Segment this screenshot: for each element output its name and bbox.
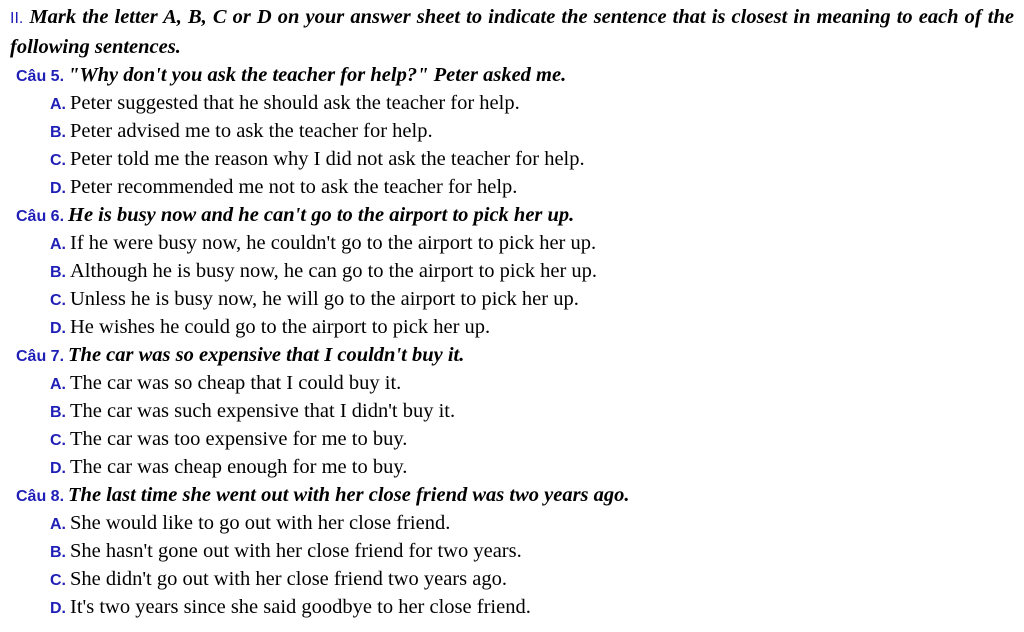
option-letter: B. — [50, 264, 66, 281]
option-letter: C. — [50, 572, 66, 589]
option-text: It's two years since she said goodbye to her close friend. — [70, 596, 531, 618]
option-text: The car was such expensive that I didn't buy it. — [70, 400, 456, 422]
answer-option[interactable] — [10, 229, 1014, 257]
option-letter: D. — [50, 460, 66, 477]
option-text: She hasn't gone out with her close friend for two years. — [70, 540, 522, 562]
question-label: Câu 5. — [16, 68, 65, 85]
question-stem: The car was so expensive that I couldn't buy it. — [68, 344, 465, 366]
question-stem: "Why don't you ask the teacher for help?" Peter asked me. — [68, 64, 567, 86]
answer-option[interactable] — [10, 117, 1014, 145]
exercise-section — [10, 3, 1014, 621]
option-text: She didn't go out with her close friend two years ago. — [70, 568, 507, 590]
option-text: Peter told me the reason why I did not ask the teacher for help. — [70, 148, 585, 170]
option-letter: D. — [50, 180, 66, 197]
option-letter: B. — [50, 544, 66, 561]
option-text: Unless he is busy now, he will go to the airport to pick her up. — [70, 288, 579, 310]
option-text: Peter suggested that he should ask the teacher for help. — [70, 92, 520, 114]
question-7 — [10, 341, 1014, 369]
question-list — [10, 61, 1014, 621]
section-heading — [10, 3, 1014, 61]
answer-option[interactable] — [10, 257, 1014, 285]
answer-option[interactable] — [10, 593, 1014, 621]
answer-option[interactable] — [10, 145, 1014, 173]
answer-option[interactable] — [10, 285, 1014, 313]
question-label: Câu 8. — [16, 488, 65, 505]
option-letter: A. — [50, 236, 66, 253]
option-text: The car was cheap enough for me to buy. — [70, 456, 408, 478]
option-text: If he were busy now, he couldn't go to the airport to pick her up. — [70, 232, 597, 254]
option-letter: A. — [50, 376, 66, 393]
answer-option[interactable] — [10, 425, 1014, 453]
option-text: He wishes he could go to the airport to pick her up. — [70, 316, 491, 338]
option-letter: D. — [50, 320, 66, 337]
answer-option[interactable] — [10, 313, 1014, 341]
option-text: The car was too expensive for me to buy. — [70, 428, 408, 450]
question-label: Câu 6. — [16, 208, 65, 225]
option-letter: A. — [50, 96, 66, 113]
section-instruction: Mark the letter A, B, C or D on your answer sheet to indicate the sentence that is closest in meaning to each of the following sentences. — [10, 6, 1015, 58]
option-text: The car was so cheap that I could buy it. — [70, 372, 402, 394]
option-text: Peter recommended me not to ask the teacher for help. — [70, 176, 518, 198]
option-letter: B. — [50, 404, 66, 421]
answer-option[interactable] — [10, 397, 1014, 425]
option-letter: D. — [50, 600, 66, 617]
answer-option[interactable] — [10, 509, 1014, 537]
option-letter: A. — [50, 516, 66, 533]
option-text: Although he is busy now, he can go to the airport to pick her up. — [70, 260, 598, 282]
option-text: Peter advised me to ask the teacher for help. — [70, 120, 433, 142]
question-stem: He is busy now and he can't go to the airport to pick her up. — [68, 204, 575, 226]
answer-option[interactable] — [10, 173, 1014, 201]
answer-option[interactable] — [10, 453, 1014, 481]
option-letter: B. — [50, 124, 66, 141]
section-numeral: II. — [10, 10, 24, 27]
answer-option[interactable] — [10, 537, 1014, 565]
answer-option[interactable] — [10, 89, 1014, 117]
question-stem: The last time she went out with her close friend was two years ago. — [68, 484, 630, 506]
question-6 — [10, 201, 1014, 229]
option-text: She would like to go out with her close friend. — [70, 512, 451, 534]
question-8 — [10, 481, 1014, 509]
answer-option[interactable] — [10, 369, 1014, 397]
question-5 — [10, 61, 1014, 89]
option-letter: C. — [50, 432, 66, 449]
answer-option[interactable] — [10, 565, 1014, 593]
question-label: Câu 7. — [16, 348, 65, 365]
option-letter: C. — [50, 292, 66, 309]
option-letter: C. — [50, 152, 66, 169]
